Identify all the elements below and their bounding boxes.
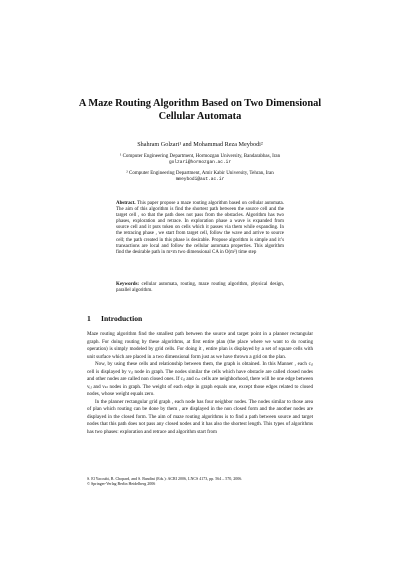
abstract-label: Abstract. bbox=[116, 201, 136, 206]
keywords bbox=[116, 282, 284, 294]
abstract-text: This paper propose a maze routing algorithm based on cellular automata. The aim of this algorithm is find the shortest path between the source cell and the target cell , so that the path does not pass from the obstacles. Algorithm has two phases, exploration and retrace. In exploration phase a wave is expanded from source cell and it puts token on cells which it passes via them while expanding. In the retracing phase , we start from target cell, follow the wave and arrive to source cell; the path created in this phase is desirable. Propose algorithm is simple and it’s transactions are local and follow the cellular automata properties. This algorithm find the desirable path in m×m two dimensional CA in O(m²) time step bbox=[116, 201, 284, 255]
author-list: Shahram Golzari¹ and Mohammad Reza Meybodi² bbox=[137, 141, 263, 148]
paragraph-1: Maze routing algorithm find the smallest path between the source and target point in a planner rectangular graph. For doing routing by these algorithms, at first entire plan (the place where we want to do routing operation) is simply modeled by grid cells. For doing it , entire plan is displayed by a set of square cells with unit surface which are placed in a two dimensional form just as we have thrown a grid on the plan. bbox=[87, 331, 313, 360]
affiliation-1 bbox=[80, 154, 320, 166]
affiliation-1-address: ¹ Computer Engineering Department, Hormozgan University, Bandarabbas, Iran bbox=[119, 154, 281, 159]
keywords-text: cellular automata, routing, maze routing algorithm, physical design, parallel algorithm. bbox=[116, 282, 284, 294]
section-number: 1 bbox=[87, 314, 91, 323]
affiliation-2-address: ² Computer Engineering Department, Amir Kabir University, Tehran, Iran bbox=[126, 171, 274, 176]
section-heading bbox=[87, 314, 327, 323]
affiliation-2-email: mmeybodi@aut.ac.ir bbox=[175, 177, 225, 183]
affiliation-1-email: golzari@hormozgan.ac.ir bbox=[168, 160, 232, 166]
paper-title: A Maze Routing Algorithm Based on Two Dimensional Cellular Automata bbox=[78, 98, 322, 122]
paragraph-2: Now, by using these cells and relationship between them, the graph is obtained. In this Manner , each cᵢⱼ cell is displayed by vᵢⱼ node in graph. The nodes similar the cells which have obstacle are called closed nodes and other nodes are called non closed ones. If cᵢⱼ and cₖₗ cells are neighborhood, there will be one edge between vᵢⱼ and vₖₗ nodes in graph. The weight of each edge in graph equals one, except those edges related to closed nodes, whose weight equals zero. bbox=[87, 361, 313, 397]
affiliation-2 bbox=[80, 171, 320, 183]
footer-citation: S. El Yacoubi, B. Chopard, and S. Bandini (Eds.): ACRI 2006, LNCS 4173, pp. 564 – 570, 2006. bbox=[87, 476, 243, 481]
section-title: Introduction bbox=[101, 314, 143, 323]
keywords-label: Keywords: bbox=[116, 282, 140, 287]
abstract bbox=[116, 201, 284, 256]
section-body bbox=[87, 331, 313, 436]
page-footer bbox=[87, 476, 313, 486]
footer-copyright: © Springer-Verlag Berlin Heidelberg 2006 bbox=[87, 481, 156, 487]
paragraph-3: In the planner rectangular grid graph , each node has four neighbor nodes. The nodes similar to those area of plan which routing can be done by them , are displayed in the non closed form and the another nodes are displayed in the closed form. The aim of maze routing algorithms is to find a path between source and target nodes that this path does not pass any closed nodes and it has also the shortest length. This types of algorithms has two phases: exploration and retrace and algorithm start from bbox=[87, 398, 313, 435]
